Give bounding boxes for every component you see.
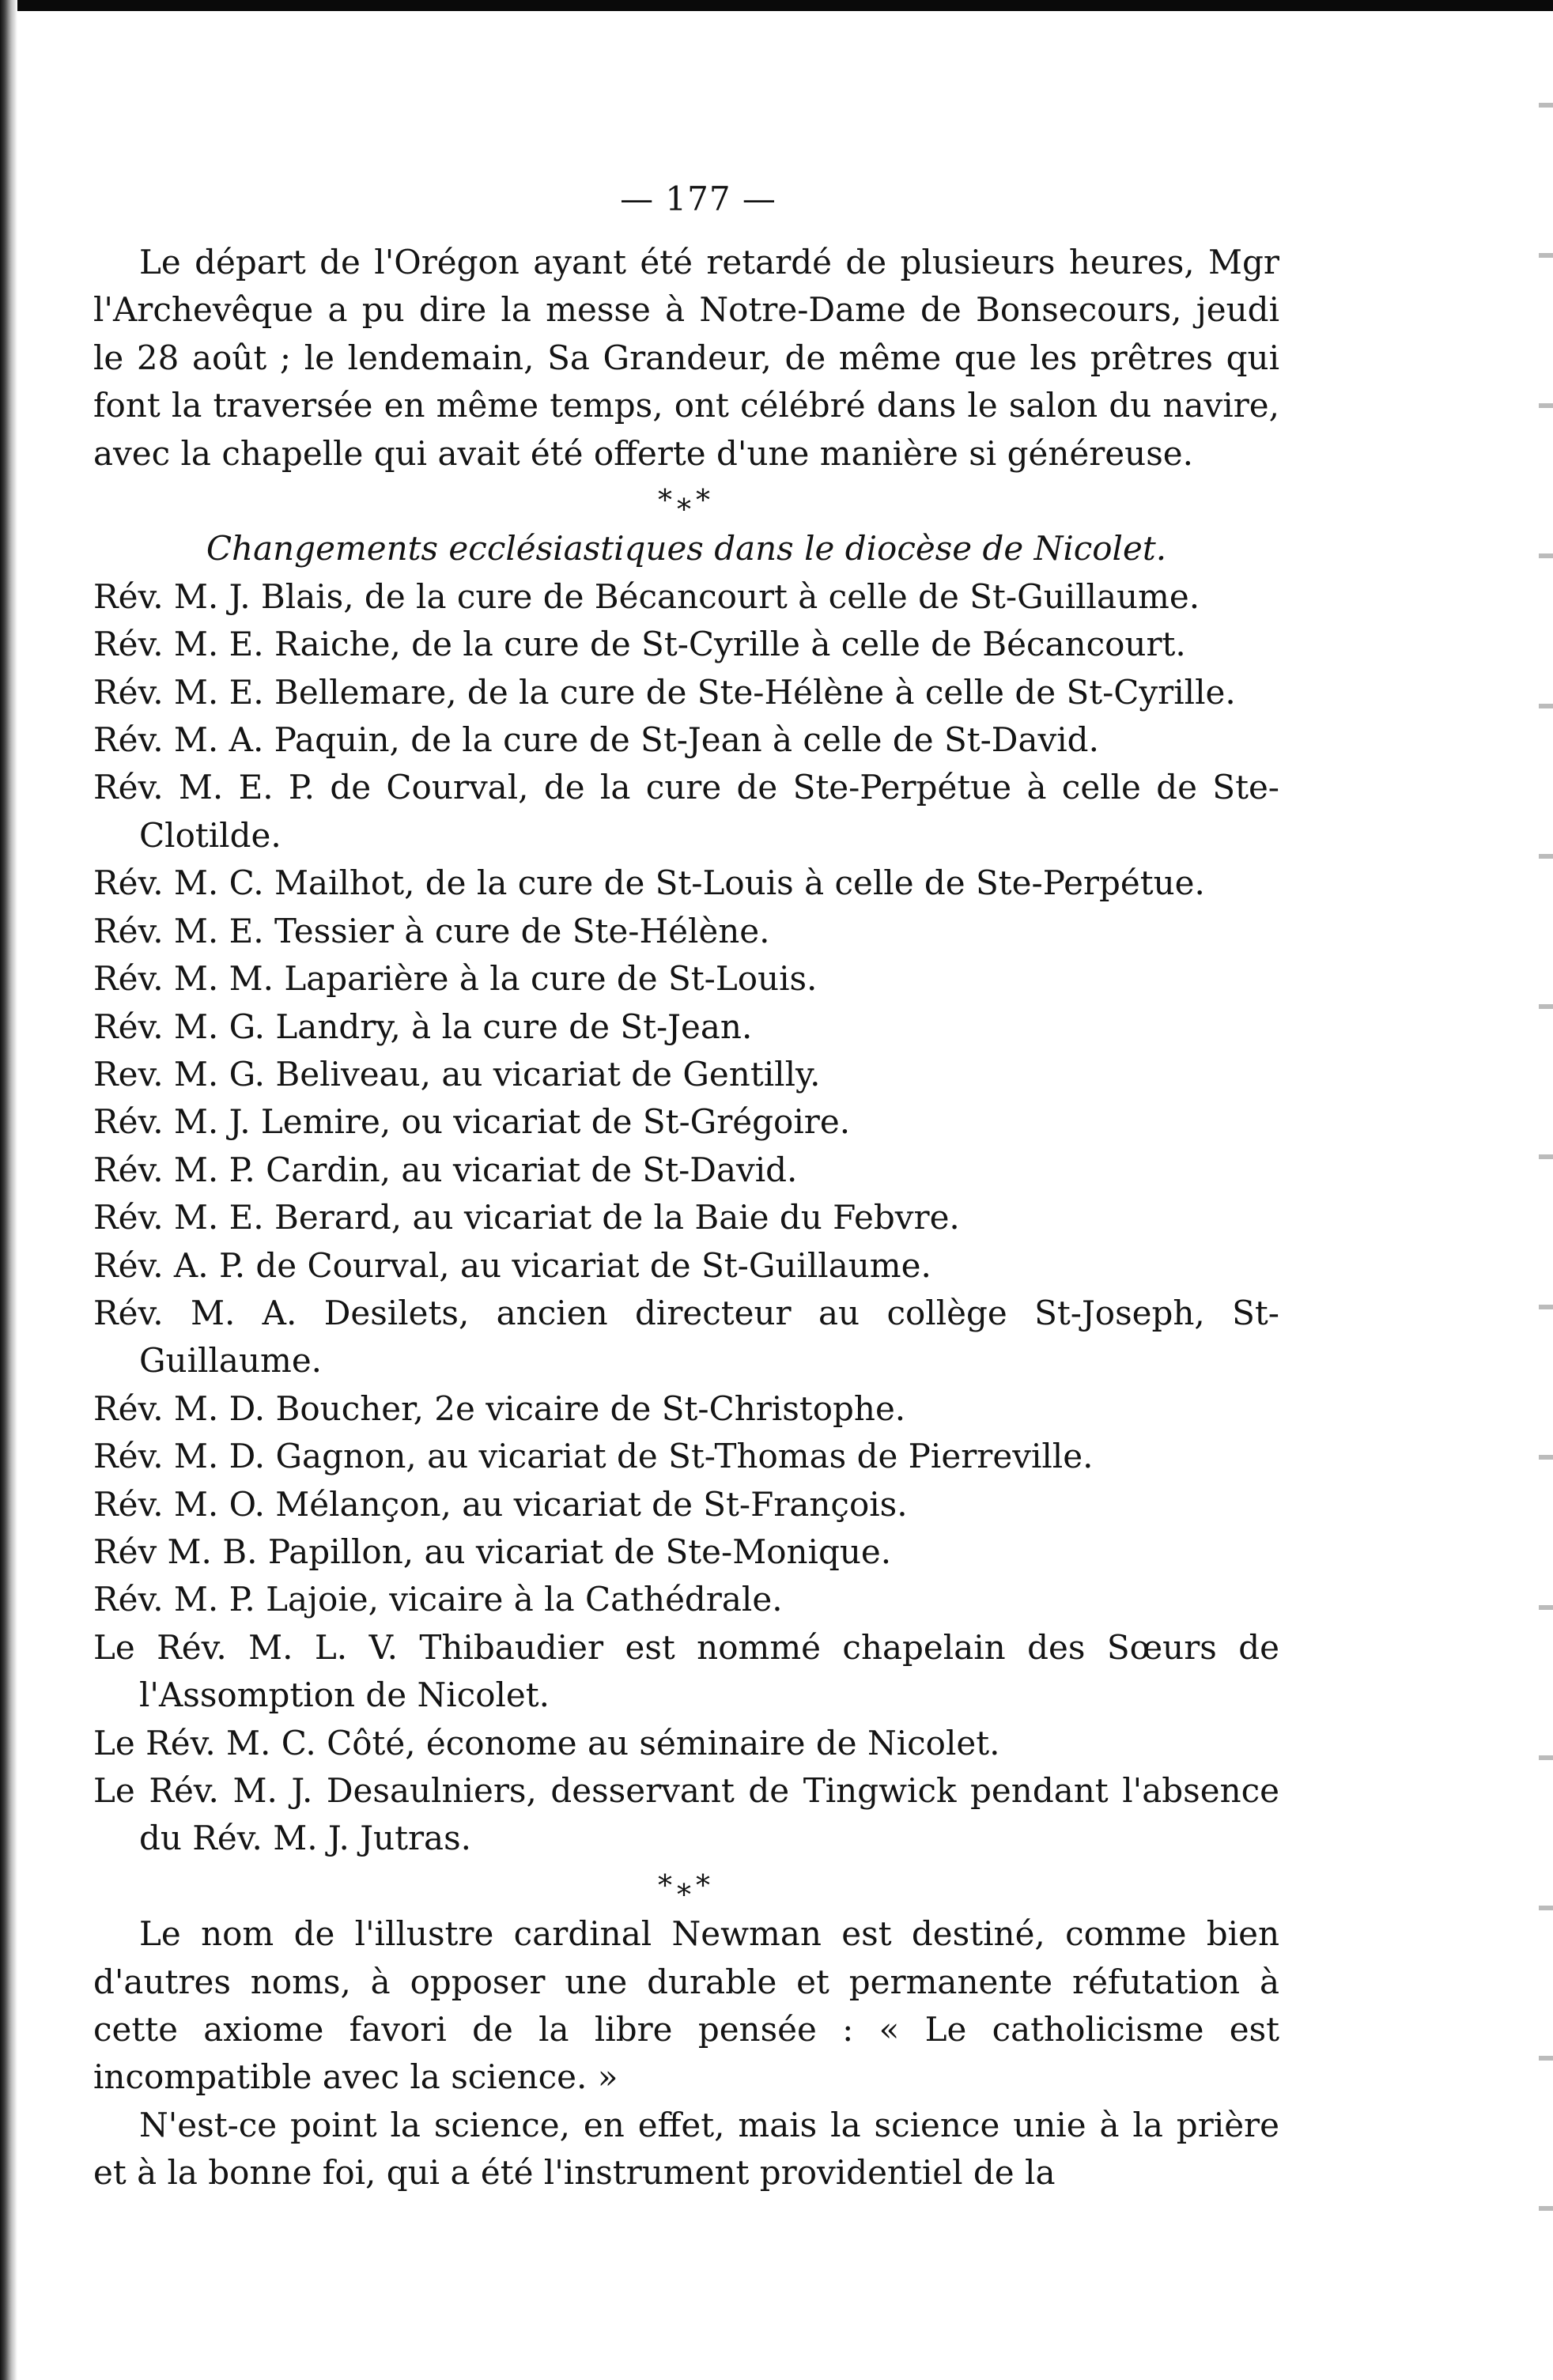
list-item: Rév. A. P. de Courval, au vicariat de St-Guillaume. xyxy=(93,1245,931,1285)
list-item: Rév. M. D. Boucher, 2e vicaire de St-Christophe. xyxy=(93,1388,906,1428)
list-item: Rév. M. P. Lajoie, vicaire à la Cathédrale. xyxy=(93,1580,783,1619)
list-item: Rév. M. E. Bellemare, de la cure de Ste-Hélène à celle de St-Cyrille. xyxy=(93,672,1236,712)
list-item: Rév. M. E. P. de Courval, de la cure de Ste-Perpétue à celle de Ste-Clotilde. xyxy=(93,768,1279,855)
document-page xyxy=(93,176,1279,2197)
closing-paragraph-2: N'est-ce point la science, en effet, mais la science unie à la prière et à la bonne foi, qui a été l'instrument providentiel de la xyxy=(93,2105,1279,2193)
list-item: Le Rév. M. L. V. Thibaudier est nommé chapelain des Sœurs de l'Assomption de Nicolet. xyxy=(93,1627,1279,1715)
section-separator-2: *⁎* xyxy=(658,1869,715,1902)
appointment-list xyxy=(93,573,1279,1863)
list-item: Rév. M. J. Lemire, ou vicariat de St-Grégoire. xyxy=(93,1102,851,1142)
list-item: Rév. M. D. Gagnon, au vicariat de St-Thomas de Pierreville. xyxy=(93,1437,1094,1476)
list-item: Rév. M. A. Paquin, de la cure de St-Jean à celle de St-David. xyxy=(93,720,1099,760)
list-item: Rév. M. O. Mélançon, au vicariat de St-François. xyxy=(93,1484,908,1524)
list-item: Rév. M. C. Mailhot, de la cure de St-Louis à celle de Ste-Perpétue. xyxy=(93,863,1205,903)
list-item: Rév. M. E. Berard, au vicariat de la Baie du Febvre. xyxy=(93,1198,960,1237)
list-item: Le Rév. M. J. Desaulniers, desservant de Tingwick pendant l'absence du Rév. M. J. Jutras. xyxy=(93,1771,1279,1858)
closing-paragraph-1: Le nom de l'illustre cardinal Newman est destiné, comme bien d'autres noms, à opposer une durable et permanente réfutation à cette axiome favori de la libre pensée : « Le catholicisme est incompatible avec la science. » xyxy=(93,1914,1279,2097)
intro-paragraph: Le départ de l'Orégon ayant été retardé de plusieurs heures, Mgr l'Archevêque a pu dire la messe à Notre-Dame de Bonsecours, jeudi le 28 août ; le lendemain, Sa Grandeur, de même que les prêtres qui font la traversée en même temps, ont célébré dans le salon du navire, avec la chapelle qui avait été offerte d'une manière si généreuse. xyxy=(93,243,1279,473)
list-item: Rev. M. G. Beliveau, au vicariat de Gentilly. xyxy=(93,1054,821,1094)
list-item: Rév. M. E. Raiche, de la cure de St-Cyrille à celle de Bécancourt. xyxy=(93,625,1186,664)
scan-top-edge xyxy=(0,0,1553,11)
list-item: Rév. M. A. Desilets, ancien directeur au collège St-Joseph, St-Guillaume. xyxy=(93,1293,1279,1381)
list-item: Le Rév. M. C. Côté, économe au séminaire de Nicolet. xyxy=(93,1723,1000,1762)
section-separator-1: *⁎* xyxy=(658,485,715,518)
page-number: — 177 — xyxy=(620,179,776,218)
list-item: Rév. M. P. Cardin, au vicariat de St-David. xyxy=(93,1150,798,1189)
scan-left-edge xyxy=(0,0,17,2380)
list-item: Rév M. B. Papillon, au vicariat de Ste-Monique. xyxy=(93,1532,892,1571)
section-heading: Changements ecclésiastiques dans le diocèse de Nicolet. xyxy=(206,529,1167,569)
list-item: Rév. M. M. Laparière à la cure de St-Louis. xyxy=(93,959,818,999)
scan-right-edge xyxy=(1539,47,1553,2340)
list-item: Rév. M. E. Tessier à cure de Ste-Hélène. xyxy=(93,911,770,950)
list-item: Rév. M. J. Blais, de la cure de Bécancourt à celle de St-Guillaume. xyxy=(93,576,1200,616)
list-item: Rév. M. G. Landry, à la cure de St-Jean. xyxy=(93,1007,753,1046)
